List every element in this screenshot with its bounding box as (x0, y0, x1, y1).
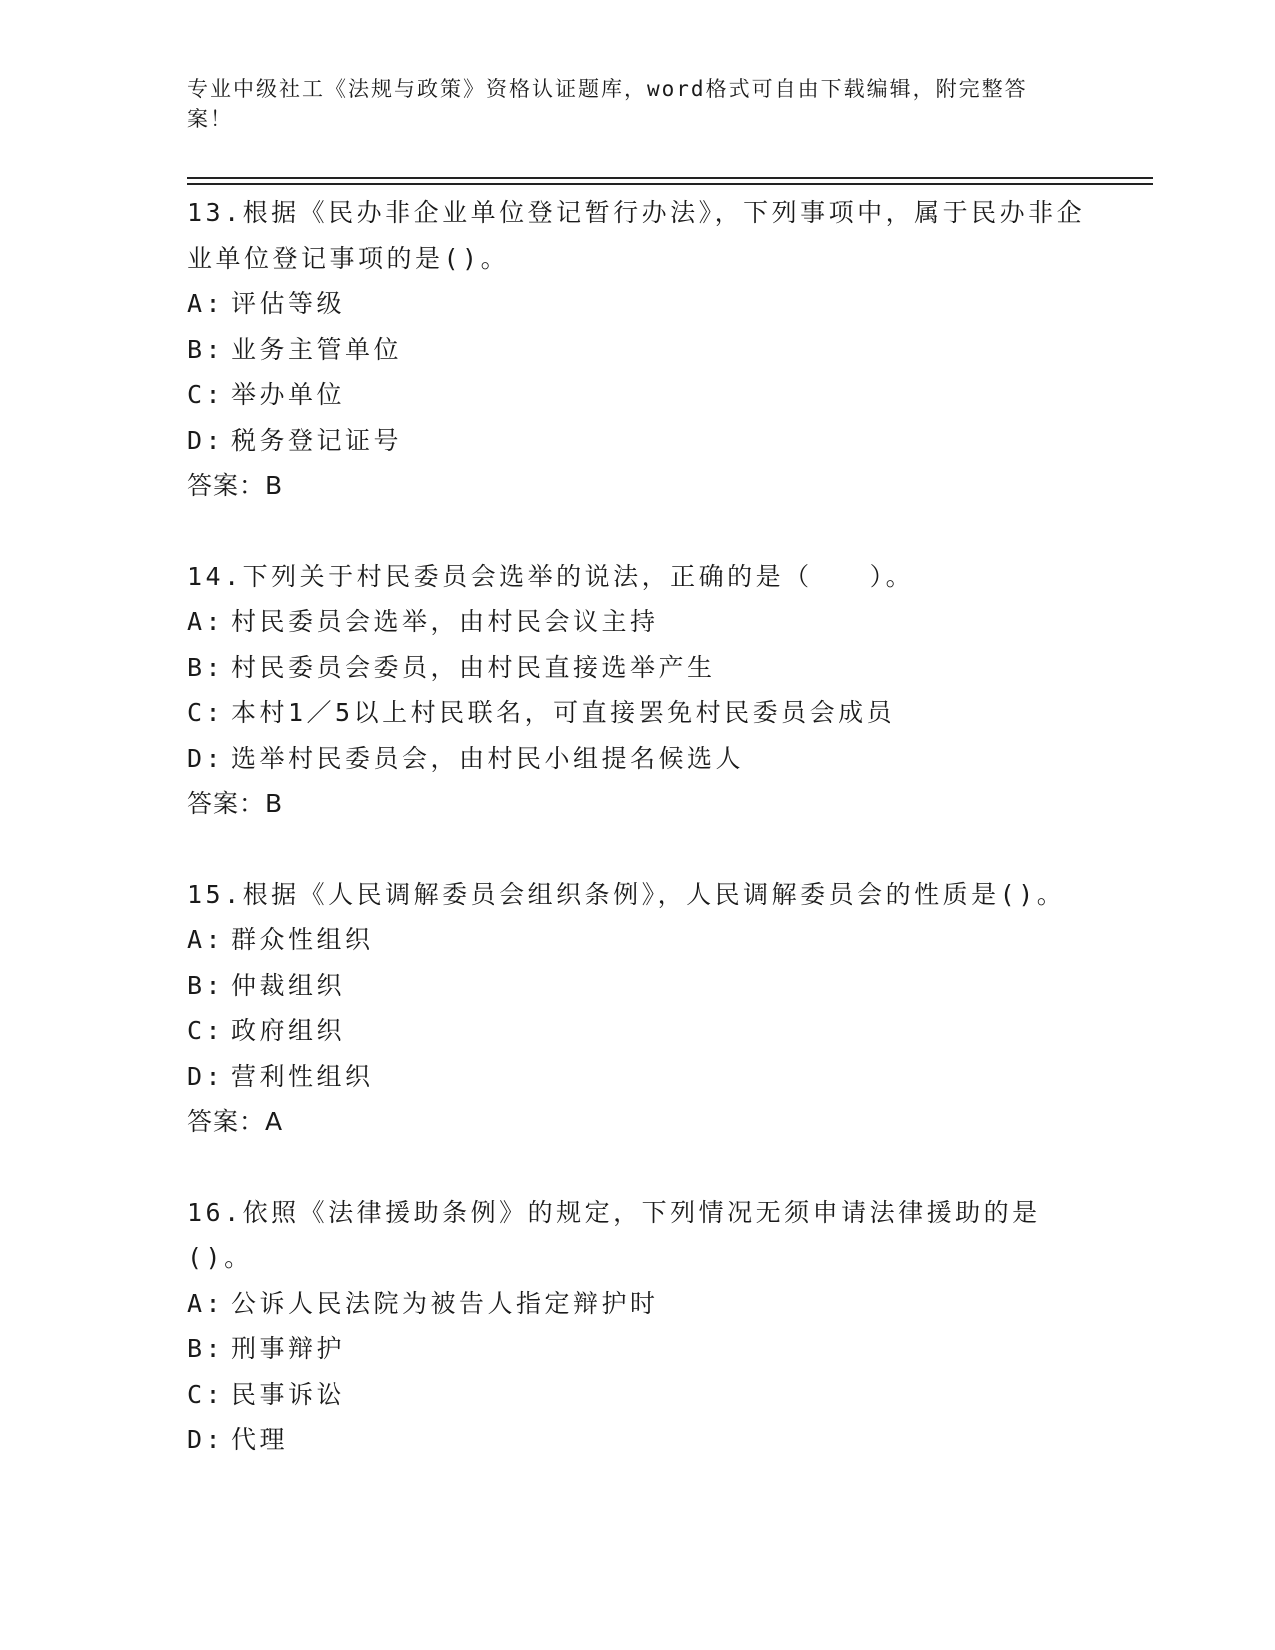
option-letter: C: (187, 380, 225, 409)
option-c (187, 372, 1087, 418)
option-letter: C: (187, 1016, 225, 1045)
option-text: 营利性组织 (231, 1061, 374, 1091)
answer-line: 答案：A (187, 1107, 284, 1136)
option-letter: C: (187, 1379, 225, 1409)
option-d (187, 1417, 1087, 1463)
option-c (187, 1008, 1087, 1054)
option-d (187, 1054, 1087, 1100)
option-letter: D: (187, 1061, 225, 1091)
option-a (187, 1281, 1087, 1327)
option-text: 村民委员会选举，由村民会议主持 (231, 607, 659, 636)
option-a (187, 599, 1087, 645)
answer-line: 答案：B (187, 471, 284, 500)
option-d (187, 418, 1087, 464)
option-letter: D: (187, 425, 225, 455)
option-text: 税务登记证号 (231, 425, 403, 455)
option-letter: D: (187, 743, 225, 773)
option-d (187, 736, 1087, 782)
option-letter: B: (187, 970, 225, 1000)
option-b (187, 645, 1087, 691)
question-stem: 13.根据《民办非企业单位登记暂行办法》，下列事项中，属于民办非企业单位登记事项的是()。 (187, 198, 1086, 273)
option-text: 刑事辩护 (231, 1334, 346, 1363)
question-15 (187, 872, 1087, 1145)
option-text: 评估等级 (231, 289, 346, 318)
document-header: 专业中级社工《法规与政策》资格认证题库，word格式可自由下载编辑，附完整答案！ (187, 77, 1028, 131)
option-letter: A: (187, 925, 225, 954)
question-stem: 14.下列关于村民委员会选举的说法，正确的是（ ）。 (187, 561, 915, 591)
option-letter: A: (187, 607, 225, 636)
question-13 (187, 190, 1087, 509)
answer-line: 答案：B (187, 789, 284, 818)
option-c (187, 690, 1087, 736)
question-list (187, 190, 1087, 1508)
header-divider-bottom (187, 183, 1153, 185)
option-letter: A: (187, 289, 225, 318)
option-text: 选举村民委员会，由村民小组提名候选人 (231, 743, 745, 773)
option-letter: A: (187, 1288, 225, 1318)
option-b (187, 327, 1087, 373)
option-letter: B: (187, 1334, 225, 1363)
option-letter: B: (187, 334, 225, 364)
question-stem: 16.依照《法律援助条例》的规定，下列情况无须申请法律援助的是()。 (187, 1197, 1041, 1272)
option-text: 群众性组织 (231, 925, 374, 954)
option-text: 举办单位 (231, 380, 346, 409)
question-stem: 15.根据《人民调解委员会组织条例》，人民调解委员会的性质是()。 (187, 879, 1066, 909)
header-divider-top (187, 177, 1153, 179)
question-14 (187, 554, 1087, 827)
option-text: 民事诉讼 (231, 1379, 346, 1409)
option-text: 政府组织 (231, 1016, 346, 1045)
option-b (187, 1326, 1087, 1372)
option-letter: B: (187, 652, 225, 682)
option-text: 业务主管单位 (231, 334, 403, 364)
option-a (187, 917, 1087, 963)
option-text: 仲裁组织 (231, 970, 346, 1000)
option-b (187, 963, 1087, 1009)
option-text: 代理 (231, 1425, 289, 1454)
option-c (187, 1372, 1087, 1418)
option-text: 村民委员会委员，由村民直接选举产生 (231, 652, 716, 682)
option-text: 本村1／5以上村民联名，可直接罢免村民委员会成员 (231, 698, 896, 727)
option-letter: D: (187, 1425, 225, 1454)
option-letter: C: (187, 698, 225, 727)
option-text: 公诉人民法院为被告人指定辩护时 (231, 1288, 659, 1318)
option-a (187, 281, 1087, 327)
question-16 (187, 1190, 1087, 1463)
